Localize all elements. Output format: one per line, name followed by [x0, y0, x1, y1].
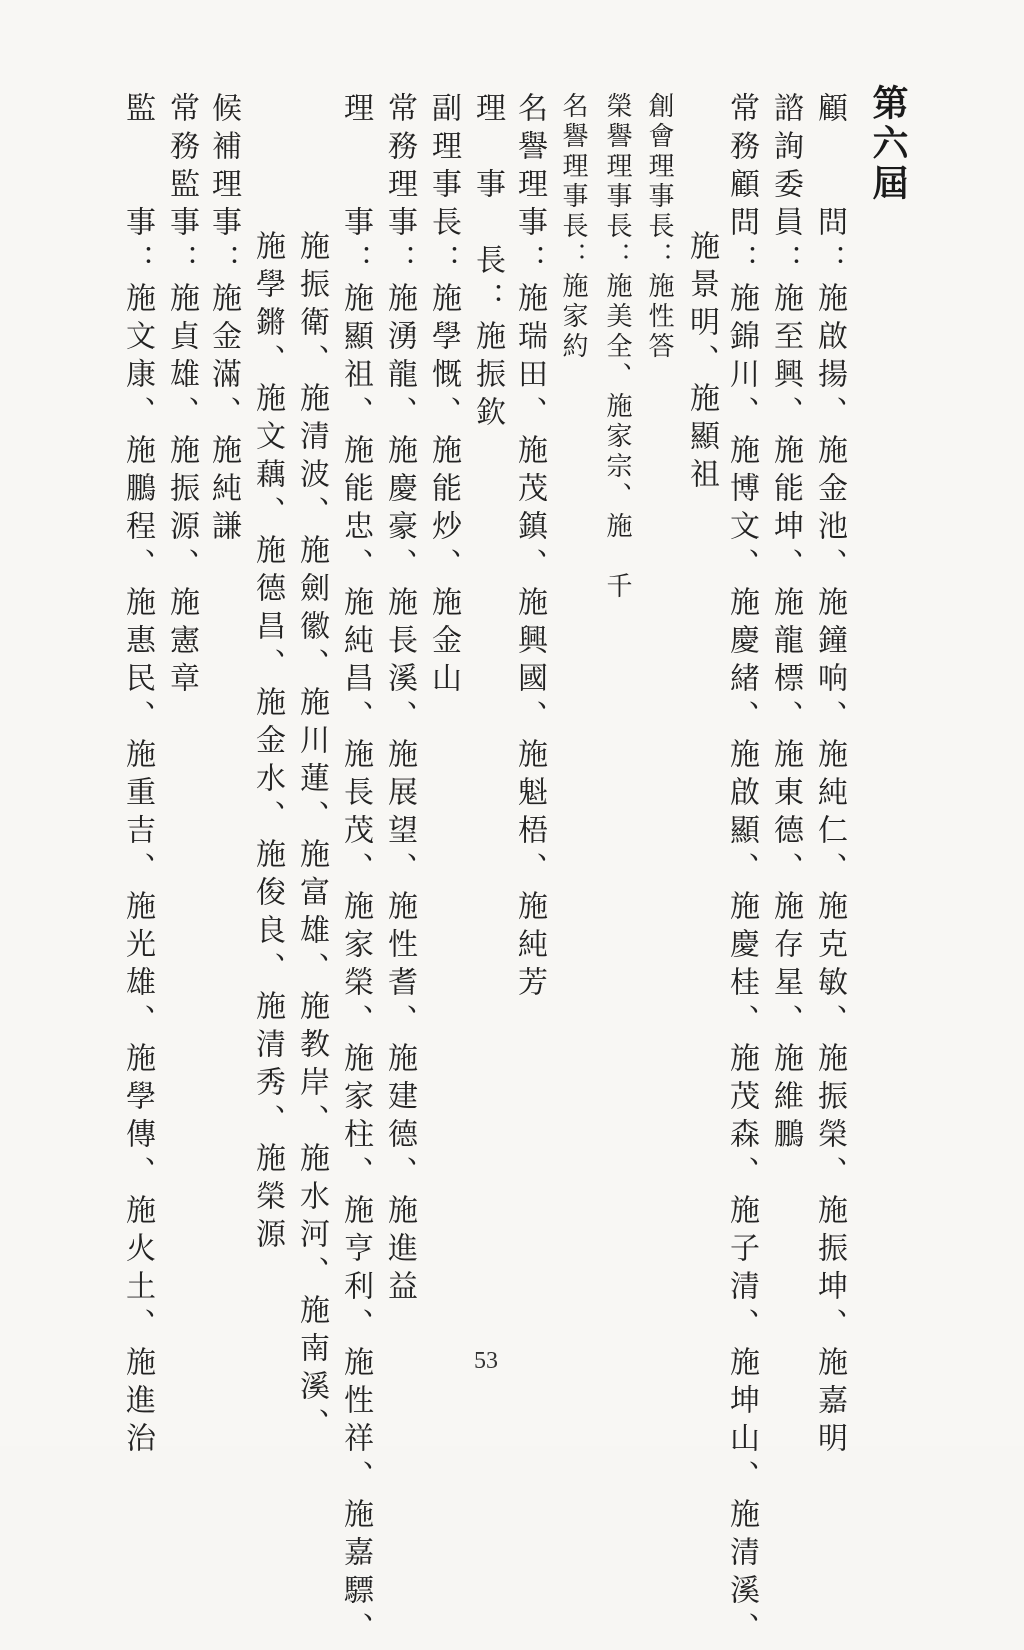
- column-honorary-chairman: 名譽理事長：施家約: [558, 92, 588, 362]
- column-founding-chair: 創會理事長：施性答: [644, 92, 674, 362]
- column-directors-cont-2: 施學鏘、施文藕、施德昌、施金水、施俊良、施清秀、施榮源: [250, 230, 285, 1256]
- page-number: 53: [474, 1348, 498, 1374]
- column-advisors: 顧 問：施啟揚、施金池、施鐘响、施純仁、施克敏、施振榮、施振坤、施嘉明: [812, 92, 847, 1460]
- column-directors: 理 事：施顯祖、施能忠、施純昌、施長茂、施家榮、施家柱、施亨利、施性祥、施嘉驃、: [338, 92, 373, 1650]
- column-directors-cont-1: 施振衛、施清波、施劍徽、施川蓮、施富雄、施教岸、施水河、施南溪、: [294, 230, 329, 1446]
- column-executive-supervisors: 常務監事：施貞雄、施振源、施憲章: [164, 92, 199, 700]
- column-executive-advisors: 常務顧問：施錦川、施博文、施慶緒、施啟顯、施慶桂、施茂森、施子清、施坤山、施清溪、: [724, 92, 759, 1650]
- column-honorary-directors: 名譽理事：施瑞田、施茂鎮、施興國、施魁梧、施純芳: [512, 92, 547, 1004]
- column-supervisors: 監 事：施文康、施鵬程、施惠民、施重吉、施光雄、施學傳、施火土、施進治: [120, 92, 155, 1460]
- column-alternate-directors: 候補理事：施金滿、施純謙: [206, 92, 241, 548]
- page-title: 第六屆: [867, 84, 908, 204]
- column-executive-advisors-cont: 施景明、施顯祖: [684, 230, 719, 496]
- column-honorary-chair: 榮譽理事長：施美全、施家宗、施 千: [602, 92, 632, 602]
- column-consultants: 諮詢委員：施至興、施能坤、施龍標、施東德、施存星、施維鵬: [768, 92, 803, 1156]
- column-chairman: 理 事 長：施振欽: [470, 92, 505, 434]
- column-vice-chairman: 副理事長：施學慨、施能炒、施金山: [426, 92, 461, 700]
- column-executive-directors: 常務理事：施湧龍、施慶豪、施長溪、施展望、施性耆、施建德、施進益: [382, 92, 417, 1308]
